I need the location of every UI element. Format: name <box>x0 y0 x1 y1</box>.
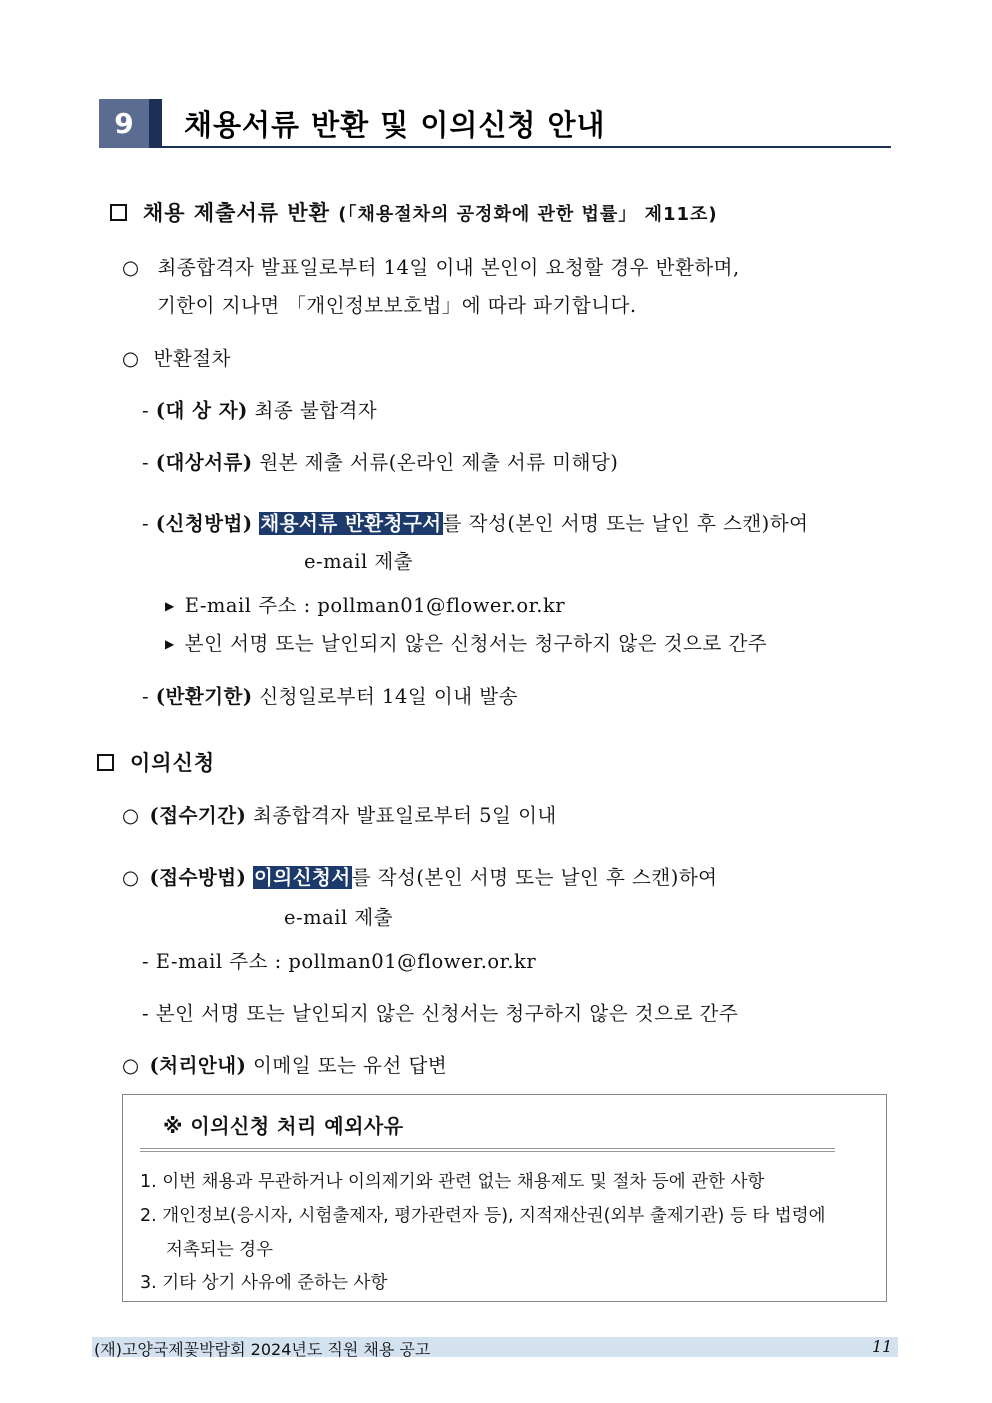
method-highlight: 채용서류 반환청구서 <box>260 512 442 535</box>
bullet-circle-icon: ○ <box>122 1054 140 1077</box>
exceptions-title: ※ 이의신청 처리 예외사유 <box>163 1114 404 1138</box>
method-value: 를 작성(본인 서명 또는 날인 후 스캔)하여 <box>442 512 809 535</box>
docs-row <box>142 447 618 475</box>
objection-method-label: (접수방법) <box>149 866 247 889</box>
sign-row <box>165 628 767 656</box>
objection-sign-row <box>142 998 738 1026</box>
target-label: (대 상 자) <box>155 399 248 422</box>
page-number: 11 <box>872 1337 893 1356</box>
bullet-circle-icon: ○ <box>122 256 140 279</box>
docs-value: 원본 제출 서류(온라인 제출 서류 미해당) <box>259 451 619 474</box>
objection-method-value-2: e-mail 제출 <box>284 906 394 929</box>
email-row <box>165 590 565 618</box>
exceptions-divider <box>140 1148 835 1149</box>
procedure-heading <box>122 343 231 371</box>
target-row <box>142 395 377 423</box>
section-number: 9 <box>99 99 149 148</box>
deadline-value: 신청일로부터 14일 이내 발송 <box>259 685 518 708</box>
return-docs-heading-note: (「채용절차의 공정화에 관한 법률」 제11조) <box>338 204 718 225</box>
bullet-circle-icon: ○ <box>122 866 140 889</box>
intro-line-1: 최종합격자 발표일로부터 14일 이내 본인이 요청할 경우 반환하며, <box>157 256 740 279</box>
exception-item: 3. 기타 상기 사유에 준하는 사항 <box>140 1273 388 1293</box>
dash-mark: - <box>142 1002 150 1025</box>
deadline-row <box>142 681 518 709</box>
objection-sign-line: 본인 서명 또는 날인되지 않은 신청서는 청구하지 않은 것으로 간주 <box>155 1002 739 1025</box>
exceptions-divider <box>140 1151 835 1152</box>
procedure-label: 반환절차 <box>153 347 231 370</box>
triangle-bullet-icon: ▶ <box>165 637 175 651</box>
bullet-circle-icon: ○ <box>122 347 140 370</box>
dash-mark: - <box>142 950 150 973</box>
objection-email-line: E-mail 주소 : pollman01@flower.or.kr <box>155 950 537 973</box>
checkbox-square-icon <box>97 754 114 771</box>
intro-line-2: 기한이 지나면 「개인정보보호법」에 따라 파기합니다. <box>157 294 637 317</box>
period-row <box>122 800 557 828</box>
dash-mark: - <box>142 512 150 535</box>
dash-mark: - <box>142 685 150 708</box>
target-value: 최종 불합격자 <box>254 399 378 422</box>
section-title: 채용서류 반환 및 이의신청 안내 <box>184 108 606 142</box>
objection-email-row <box>142 946 536 974</box>
section-underline <box>162 146 891 148</box>
objection-heading <box>97 747 215 777</box>
exception-item: 2. 개인정보(응시자, 시험출제자, 평가관련자 등), 지적재산권(외부 출제기관) 등 타 법령에 <box>140 1206 826 1226</box>
objection-method-highlight: 이의신청서 <box>254 866 351 889</box>
deadline-label: (반환기한) <box>155 685 253 708</box>
process-row <box>122 1050 447 1078</box>
dash-mark: - <box>142 451 150 474</box>
exception-item-continued: 저촉되는 경우 <box>166 1240 273 1260</box>
dash-mark: - <box>142 399 150 422</box>
intro-paragraph <box>122 252 740 280</box>
triangle-bullet-icon: ▶ <box>165 599 175 613</box>
email-line: E-mail 주소 : pollman01@flower.or.kr <box>184 594 566 617</box>
period-label: (접수기간) <box>149 804 247 827</box>
return-docs-heading-text: 채용 제출서류 반환 <box>143 201 330 225</box>
method-label: (신청방법) <box>155 512 253 535</box>
footer-title: (재)고양국제꽃박람회 2024년도 직원 채용 공고 <box>94 1340 431 1359</box>
method-value-2: e-mail 제출 <box>304 550 414 573</box>
bullet-circle-icon: ○ <box>122 804 140 827</box>
return-docs-heading <box>110 197 718 227</box>
objection-heading-text: 이의신청 <box>130 751 216 775</box>
sign-line: 본인 서명 또는 날인되지 않은 신청서는 청구하지 않은 것으로 간주 <box>184 632 768 655</box>
objection-method-value: 를 작성(본인 서명 또는 날인 후 스캔)하여 <box>351 866 718 889</box>
process-value: 이메일 또는 유선 답변 <box>253 1054 448 1077</box>
exception-item: 1. 이번 채용과 무관하거나 이의제기와 관련 없는 채용제도 및 절차 등에 관한 사항 <box>140 1172 765 1192</box>
objection-method-row <box>122 862 718 890</box>
process-label: (처리안내) <box>149 1054 247 1077</box>
section-accent-bar <box>149 99 162 148</box>
period-value: 최종합격자 발표일로부터 5일 이내 <box>253 804 557 827</box>
checkbox-square-icon <box>110 204 127 221</box>
docs-label: (대상서류) <box>155 451 253 474</box>
method-row <box>142 508 808 536</box>
